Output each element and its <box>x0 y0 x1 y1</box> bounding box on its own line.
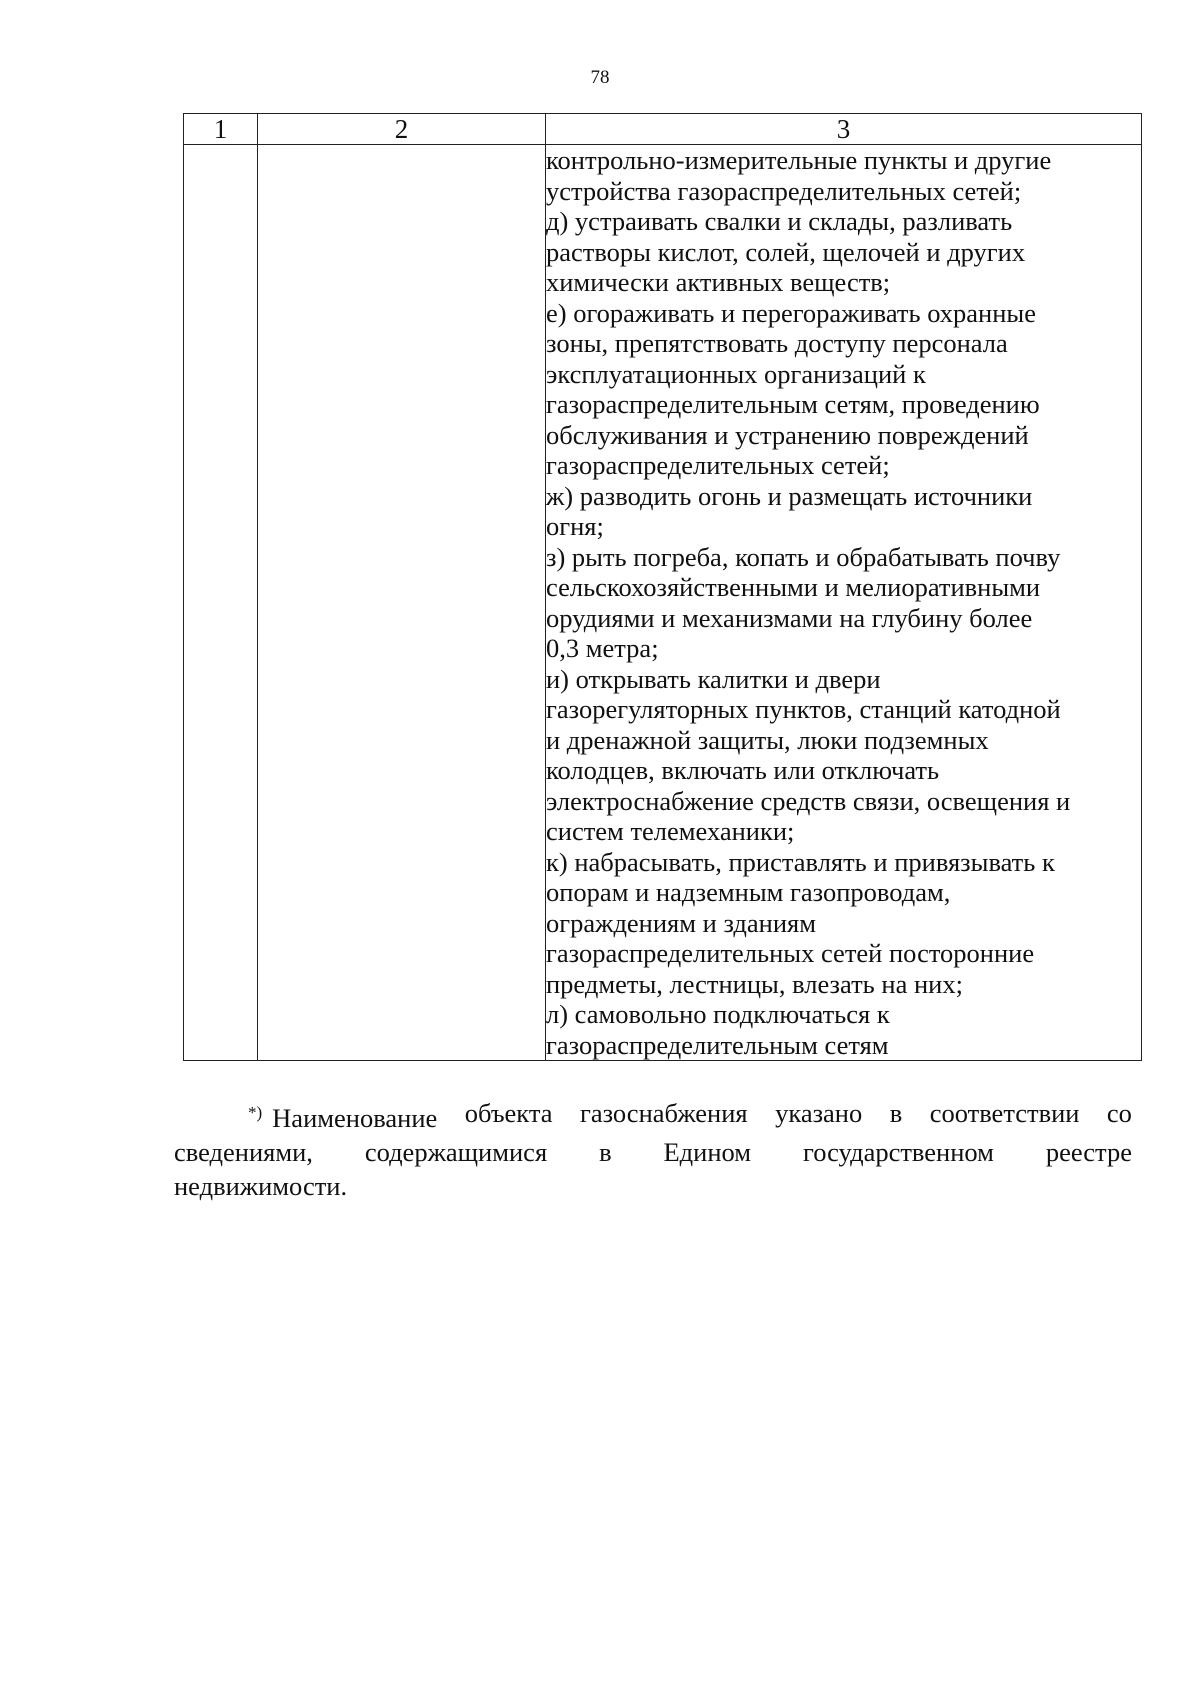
footnote-word: газоснабжения <box>579 1098 748 1128</box>
footnote-line-3: недвижимости. <box>174 1171 348 1201</box>
footnote-marker: *) <box>248 1103 263 1122</box>
cell-text-line: е) огораживать и перегораживать охранные <box>546 297 1036 328</box>
cell-text-line: з) рыть погреба, копать и обрабатывать почву <box>546 541 1061 572</box>
footnote-line-2 <box>174 1135 1132 1169</box>
footnote <box>174 1096 1132 1203</box>
cell-text-line: эксплуатационных организаций к <box>546 358 926 389</box>
cell-text-line: систем телемеханики; <box>546 816 795 846</box>
cell-text-line: и) открывать калитки и двери <box>546 663 881 694</box>
footnote-word: в <box>599 1137 612 1167</box>
cell-text-line: газораспределительных сетей посторонние <box>546 938 1035 968</box>
footnote-word: содержащимися <box>364 1137 548 1167</box>
cell-text-line: устройства газораспределительных сетей; <box>546 175 1022 206</box>
cell-text-line: и дренажной защиты, люки подземных <box>546 724 989 755</box>
cell-text-line: зоны, препятствовать доступу персонала <box>546 328 1008 358</box>
cell-text-line: предметы, лестницы, влезать на них; <box>546 968 963 999</box>
cell-text-line: электроснабжение средств связи, освещения и <box>546 785 1071 816</box>
cell-text-line: к) набрасывать, приставлять и привязывать к <box>546 846 1055 877</box>
column-header-2: 2 <box>258 114 546 145</box>
document-table <box>183 113 1142 1061</box>
cell-text-line: газорегуляторных пунктов, станций катодной <box>546 694 1061 724</box>
cell-text-line: опорам и надземным газопроводам, <box>546 877 951 907</box>
cell-text-line: 0,3 метра; <box>546 633 659 663</box>
cell-text-line: газораспределительным сетям, проведению <box>546 389 1040 419</box>
table-header-row <box>184 114 1142 145</box>
cell-text-line: ж) разводить огонь и размещать источники <box>546 480 1033 511</box>
cell-text-line: д) устраивать свалки и склады, разливать <box>546 206 1013 236</box>
page-number: 78 <box>590 67 610 88</box>
column-header-3: 3 <box>546 114 1142 145</box>
footnote-first-word <box>248 1096 437 1135</box>
footnote-word: в <box>889 1098 903 1128</box>
cell-text-line: огня; <box>546 511 604 541</box>
cell-text-line: л) самовольно подключаться к <box>546 999 890 1029</box>
cell-text-line: орудиями и механизмами на глубину более <box>546 602 1033 633</box>
cell-text-line: сельскохозяйственными и мелиоративными <box>546 572 1041 602</box>
footnote-word: Едином <box>663 1137 752 1167</box>
footnote-word: указано <box>775 1098 863 1128</box>
cell-column-2 <box>258 145 546 1061</box>
footnote-word: сведениями, <box>174 1137 313 1167</box>
cell-text-line: газораспределительных сетей; <box>546 450 890 480</box>
cell-text-line: растворы кислот, солей, щелочей и других <box>546 236 1026 267</box>
column-header-1: 1 <box>184 114 258 145</box>
cell-text-line: химически активных веществ; <box>546 267 891 297</box>
cell-text-line: контрольно-измерительные пункты и другие <box>546 145 1052 175</box>
table-row <box>184 145 1142 1061</box>
cell-column-3 <box>546 145 1142 1061</box>
cell-text-line: газораспределительным сетям <box>546 1029 889 1060</box>
cell-column-1 <box>184 145 258 1061</box>
footnote-line-1 <box>174 1096 1132 1135</box>
footnote-word: государственном <box>802 1137 994 1167</box>
cell-text-line: обслуживания и устранению повреждений <box>546 419 1029 450</box>
footnote-word: Наименование <box>272 1103 438 1133</box>
cell-text-line: ограждениям и зданиям <box>546 907 816 938</box>
footnote-word: соответствии <box>929 1098 1080 1128</box>
cell-text-line: колодцев, включать или отключать <box>546 755 940 785</box>
footnote-word: со <box>1106 1098 1132 1128</box>
footnote-word: объекта <box>464 1098 553 1128</box>
footnote-word: реестре <box>1045 1137 1132 1167</box>
